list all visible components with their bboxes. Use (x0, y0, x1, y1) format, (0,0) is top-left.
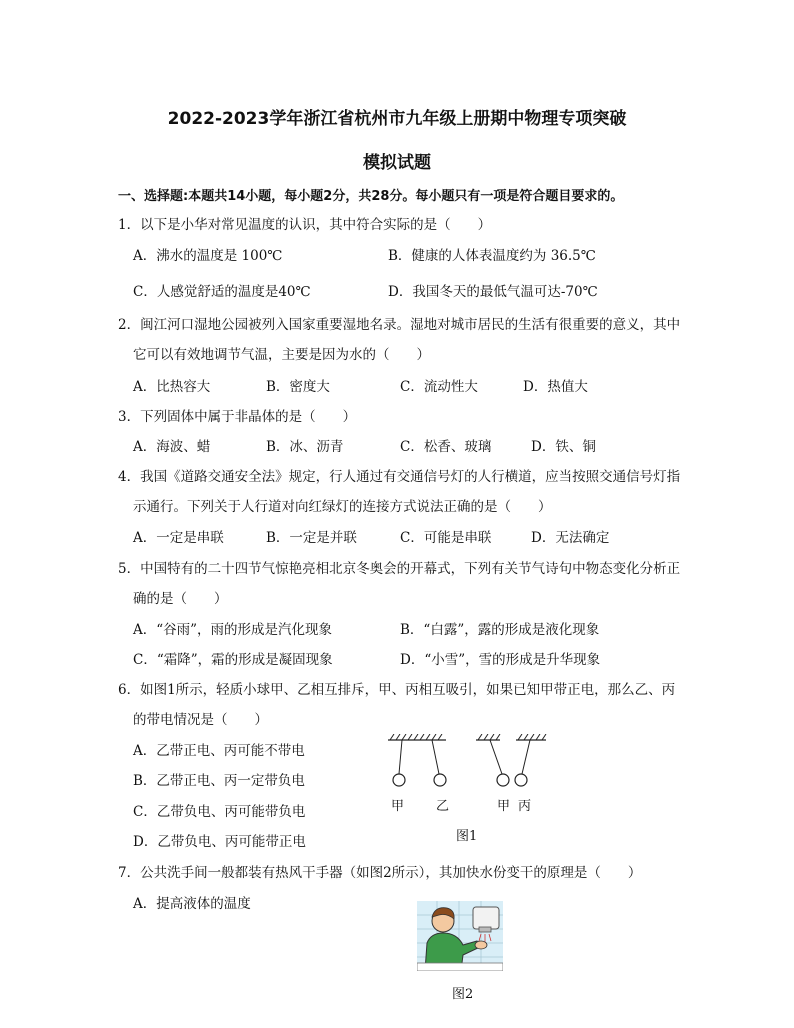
q7-stem: 7．公共洗手间一般都装有热风干手器（如图2所示），其加快水份变干的原理是（ ） (118, 865, 642, 881)
q5-option-d: D．“小雪”，雪的形成是升华现象 (400, 652, 601, 668)
q3-option-b: B．冰、沥青 (266, 439, 344, 455)
q1-option-b: B．健康的人体表温度约为 36.5℃ (388, 248, 596, 264)
q6-option-b: B．乙带正电、丙一定带负电 (133, 773, 305, 789)
q5-option-a: A．“谷雨”，雨的形成是汽化现象 (133, 622, 333, 638)
q2-option-d: D．热值大 (523, 379, 588, 395)
q2-stem-line2: 它可以有效地调节气温，主要是因为水的（ ） (133, 347, 430, 363)
q5-option-c: C．“霜降”，霜的形成是凝固现象 (133, 652, 333, 668)
q3-stem: 3．下列固体中属于非晶体的是（ ） (118, 409, 357, 425)
q6-stem-line1: 6．如图1所示，轻质小球甲、乙相互排斥，甲、丙相互吸引，如果已知甲带正电，那么乙、丙 (118, 682, 676, 698)
q7-option-a: A．提高液体的温度 (133, 896, 251, 912)
q3-option-c: C．松香、玻璃 (400, 439, 492, 455)
q5-stem-line2: 确的是（ ） (133, 591, 228, 607)
q5-option-b: B．“白露”，露的形成是液化现象 (400, 622, 600, 638)
q4-option-a: A．一定是串联 (133, 530, 224, 546)
q4-stem-line2: 示通行。下列关于人行道对向红绿灯的连接方式说法正确的是（ ） (133, 499, 552, 515)
q3-option-a: A．海波、蜡 (133, 439, 211, 455)
figure1-caption: 图1 (456, 829, 478, 844)
q2-option-c: C．流动性大 (400, 379, 478, 395)
figure2-caption: 图2 (452, 987, 474, 1002)
q6-option-c: C．乙带负电、丙可能带负电 (133, 804, 306, 820)
q4-stem-line1: 4．我国《道路交通安全法》规定，行人通过有交通信号灯的人行横道，应当按照交通信号灯指 (118, 469, 681, 485)
q5-stem-line1: 5．中国特有的二十四节气惊艳亮相北京冬奥会的开幕式，下列有关节气诗句中物态变化分析正 (118, 561, 681, 577)
q2-stem-line1: 2．闽江河口湿地公园被列入国家重要湿地名录。湿地对城市居民的生活有很重要的意义，其中 (118, 317, 681, 333)
q1-option-a: A．沸水的温度是 100℃ (133, 248, 283, 264)
figure1-label-bing: 丙 (518, 799, 532, 814)
q6-stem-line2: 的带电情况是（ ） (133, 712, 268, 728)
figure1-label-yi: 乙 (436, 799, 450, 814)
q4-option-d: D．无法确定 (531, 530, 610, 546)
figure1-label-jia-2: 甲 (497, 799, 511, 814)
q6-option-a: A．乙带正电、丙可能不带电 (133, 743, 305, 759)
section-heading: 一、选择题:本题共14小题，每小题2分，共28分。每小题只有一项是符合题目要求的。 (118, 189, 624, 204)
figure1-hanging-balls-diagram (380, 734, 560, 804)
q4-option-b: B．一定是并联 (266, 530, 357, 546)
document-title-line1: 2022-2023学年浙江省杭州市九年级上册期中物理专项突破 (167, 109, 627, 129)
q1-option-c: C．人感觉舒适的温度是40℃ (133, 284, 311, 300)
q1-option-d: D．我国冬天的最低气温可达-70℃ (388, 284, 598, 300)
q2-option-b: B．密度大 (266, 379, 330, 395)
figure2-hand-dryer-illustration (417, 901, 503, 971)
q2-option-a: A．比热容大 (133, 379, 211, 395)
q1-stem: 1．以下是小华对常见温度的认识，其中符合实际的是（ ） (118, 217, 492, 233)
q6-option-d: D．乙带负电、丙可能带正电 (133, 834, 306, 850)
q4-option-c: C．可能是串联 (400, 530, 492, 546)
q3-option-d: D．铁、铜 (531, 439, 596, 455)
figure1-label-jia: 甲 (391, 799, 405, 814)
document-title-line2: 模拟试题 (363, 153, 431, 173)
